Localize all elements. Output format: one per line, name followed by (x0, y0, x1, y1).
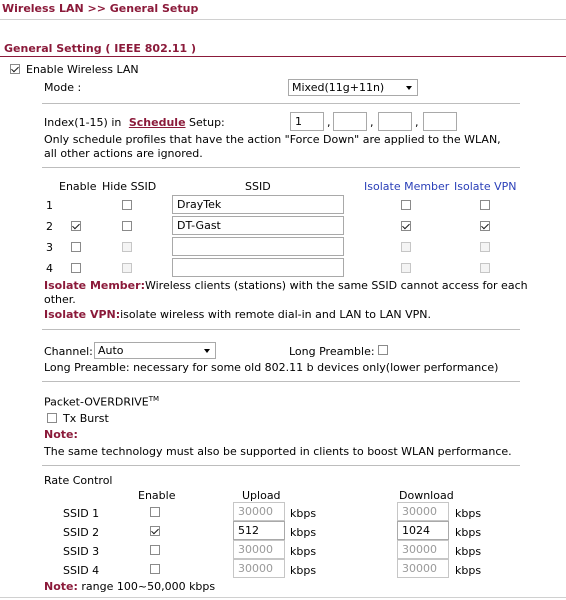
download-unit: kbps (455, 526, 482, 539)
long-preamble-note: Long Preamble: necessary for some old 802.11 b devices only(lower performance) (44, 361, 499, 374)
schedule-link[interactable]: Schedule (128, 116, 186, 129)
schedule-separator-3: , (415, 116, 419, 129)
ssid-input[interactable] (172, 258, 344, 277)
section-underline (0, 56, 566, 57)
hide-ssid-checkbox[interactable] (122, 242, 132, 252)
isolate-vpn-checkbox[interactable] (480, 263, 490, 273)
mode-value: Mixed(11g+11n) (292, 81, 385, 94)
isolate-vpn-checkbox[interactable] (480, 221, 490, 231)
col-hide-ssid: Hide SSID (102, 180, 157, 193)
channel-label: Channel: (44, 345, 93, 358)
ssid-input[interactable] (172, 216, 344, 235)
schedule-separator-1: , (327, 116, 331, 129)
isolate-vpn-note: Isolate VPN:isolate wireless with remote dial-in and LAN to LAN VPN. (44, 308, 432, 321)
upload-unit: kbps (290, 564, 317, 577)
tx-burst-label: Tx Burst (63, 412, 109, 425)
footer-divider (0, 597, 566, 598)
col-isolate-member: Isolate Member (364, 180, 450, 193)
rate-ssid-label: SSID 2 (63, 526, 100, 539)
isolate-member-note-cont: other. (44, 293, 76, 306)
rate-enable-checkbox[interactable] (150, 545, 160, 555)
download-input[interactable] (397, 540, 449, 559)
col-isolate-vpn: Isolate VPN (454, 180, 517, 193)
ssid-row-index: 4 (46, 262, 53, 275)
upload-unit: kbps (290, 507, 317, 520)
download-unit: kbps (455, 507, 482, 520)
divider-1 (42, 103, 520, 104)
note-label: Note: (44, 428, 78, 441)
mode-label: Mode : (44, 81, 82, 94)
divider-5 (42, 465, 520, 466)
ssid-input[interactable] (172, 195, 344, 214)
long-preamble-checkbox[interactable] (378, 345, 388, 355)
hide-ssid-checkbox[interactable] (122, 200, 132, 210)
download-input[interactable] (397, 502, 449, 521)
ssid-row-index: 2 (46, 220, 53, 233)
long-preamble-label: Long Preamble: (289, 345, 375, 358)
rate-enable-checkbox[interactable] (150, 564, 160, 574)
enable-wlan-label: Enable Wireless LAN (26, 63, 139, 76)
hide-ssid-checkbox[interactable] (122, 263, 132, 273)
rate-ssid-label: SSID 4 (63, 564, 100, 577)
schedule-index-1[interactable] (290, 112, 324, 131)
rate-enable-checkbox[interactable] (150, 526, 160, 536)
divider-3 (42, 329, 520, 330)
channel-select[interactable] (94, 342, 216, 359)
download-input[interactable] (397, 521, 449, 540)
isolate-member-checkbox[interactable] (401, 263, 411, 273)
rate-control-title: Rate Control (44, 474, 113, 487)
enable-ssid-checkbox[interactable] (71, 263, 81, 273)
download-unit: kbps (455, 545, 482, 558)
schedule-note: Only schedule profiles that have the action "Force Down" are applied to the WLAN, all other actions are ignored. (44, 133, 501, 160)
rate-ssid-label: SSID 1 (63, 507, 100, 520)
schedule-index-4[interactable] (423, 112, 457, 131)
download-unit: kbps (455, 564, 482, 577)
overdrive-note: The same technology must also be supported in clients to boost WLAN performance. (44, 445, 512, 458)
isolate-vpn-checkbox[interactable] (480, 242, 490, 252)
ssid-input[interactable] (172, 237, 344, 256)
upload-unit: kbps (290, 545, 317, 558)
chevron-down-icon (204, 349, 210, 353)
ssid-row-index: 3 (46, 241, 53, 254)
chevron-down-icon (406, 86, 412, 90)
isolate-member-checkbox[interactable] (401, 200, 411, 210)
section-title: General Setting ( IEEE 802.11 ) (4, 42, 197, 55)
rate-ssid-label: SSID 3 (63, 545, 100, 558)
col-enable: Enable (59, 180, 97, 193)
hide-ssid-checkbox[interactable] (122, 221, 132, 231)
packet-overdrive-title: Packet-OVERDRIVE™ (44, 395, 160, 409)
isolate-vpn-checkbox[interactable] (480, 200, 490, 210)
schedule-index-2[interactable] (333, 112, 367, 131)
channel-value: Auto (98, 344, 124, 357)
isolate-member-note: Isolate Member:Wireless clients (stations) with the same SSID cannot access for each (44, 279, 528, 292)
upload-input[interactable] (233, 540, 285, 559)
upload-input[interactable] (233, 502, 285, 521)
schedule-index-3[interactable] (378, 112, 412, 131)
schedule-label: Index(1-15) in Schedule Setup: (44, 116, 225, 129)
divider-4 (42, 381, 520, 382)
enable-ssid-checkbox[interactable] (71, 242, 81, 252)
rate-col-enable: Enable (138, 489, 176, 502)
col-ssid: SSID (245, 180, 271, 193)
enable-ssid-checkbox[interactable] (71, 221, 81, 231)
isolate-member-checkbox[interactable] (401, 242, 411, 252)
header-divider (0, 19, 566, 20)
upload-input[interactable] (233, 521, 285, 540)
rate-col-upload: Upload (242, 489, 281, 502)
rate-enable-checkbox[interactable] (150, 507, 160, 517)
ssid-row-index: 1 (46, 199, 53, 212)
isolate-member-checkbox[interactable] (401, 221, 411, 231)
schedule-separator-2: , (370, 116, 374, 129)
tx-burst-checkbox[interactable] (47, 413, 57, 423)
mode-select[interactable] (288, 79, 418, 96)
divider-2 (42, 167, 520, 168)
download-input[interactable] (397, 559, 449, 578)
rate-note: Note: range 100~50,000 kbps (44, 580, 216, 593)
upload-input[interactable] (233, 559, 285, 578)
upload-unit: kbps (290, 526, 317, 539)
rate-col-download: Download (399, 489, 454, 502)
enable-wlan-checkbox[interactable] (10, 64, 20, 74)
breadcrumb: Wireless LAN >> General Setup (2, 2, 199, 15)
